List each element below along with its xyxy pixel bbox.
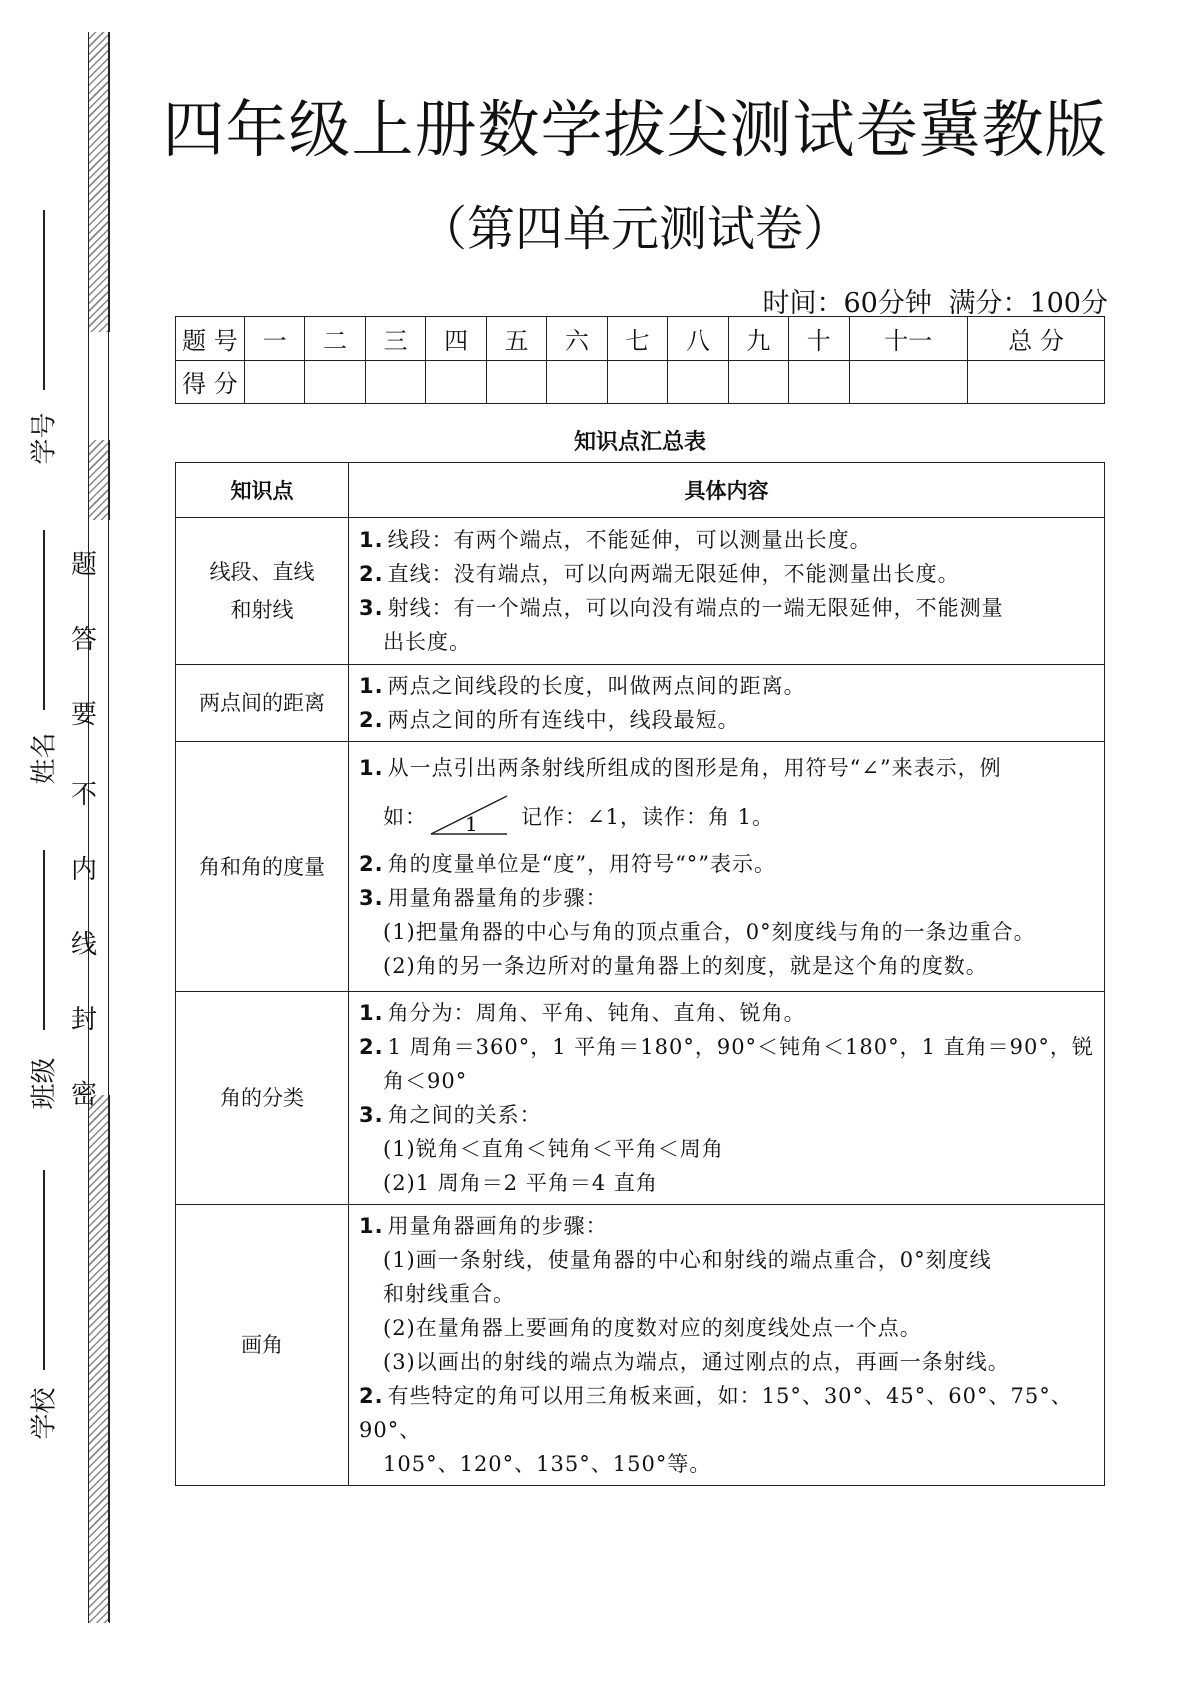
content-line: (1)画一条射线，使量角器的中心和射线的端点重合，0°刻度线 xyxy=(383,1248,992,1272)
content-line: 1. 用量角器画角的步骤： xyxy=(359,1214,608,1238)
knowledge-row xyxy=(176,665,1105,742)
score-blank[interactable] xyxy=(728,360,788,404)
page-title: 四年级上册数学拔尖测试卷冀教版 xyxy=(162,93,1108,166)
score-blank[interactable] xyxy=(607,360,667,404)
score-cell: 五 xyxy=(486,317,546,361)
content-line: (2)在量角器上要画角的度数对应的刻度线处点一个点。 xyxy=(383,1316,922,1340)
content-line: (2)1 周角＝2 平角＝4 直角 xyxy=(383,1171,658,1195)
score-cell: 一 xyxy=(245,317,305,361)
angle-example: 如： 1 记作：∠1，读作：角 1。 xyxy=(359,785,1096,847)
content-line: 3. 角之间的关系： xyxy=(359,1103,542,1127)
seal-char: 封 xyxy=(70,1005,97,1035)
hatch-strip xyxy=(88,1095,110,1623)
knowledge-header-row xyxy=(176,463,1105,518)
time-limit: 时间：60分钟 xyxy=(762,288,932,319)
score-cell: 十 xyxy=(789,317,849,361)
content-cell xyxy=(349,992,1105,1205)
angle-figure xyxy=(429,792,511,840)
seal-char: 内 xyxy=(70,855,97,885)
score-cell: 总 分 xyxy=(968,317,1105,361)
content-line: (2)角的另一条边所对的量角器上的刻度，就是这个角的度数。 xyxy=(383,953,988,978)
content-line: 和射线重合。 xyxy=(383,1282,515,1306)
score-blank[interactable] xyxy=(668,360,728,404)
field-class: 班级 xyxy=(29,1057,60,1110)
topic-cell: 线段、直线和射线 xyxy=(176,518,349,665)
content-line: (1)锐角＜直角＜钝角＜平角＜周角 xyxy=(383,1137,724,1161)
knowledge-table-title: 知识点汇总表 xyxy=(573,430,706,455)
score-header-row xyxy=(176,317,1105,361)
score-cell: 六 xyxy=(547,317,607,361)
content-line: 2. 两点之间的所有连线中，线段最短。 xyxy=(359,708,740,732)
field-line xyxy=(43,1170,45,1370)
score-blank[interactable] xyxy=(968,360,1105,404)
score-blank[interactable] xyxy=(365,360,425,404)
angle-label: 1 xyxy=(465,811,479,836)
score-blank[interactable] xyxy=(426,360,486,404)
field-line xyxy=(43,530,45,710)
content-line: (3)以画出的射线的端点为端点，通过刚点的点，再画一条射线。 xyxy=(383,1350,1010,1374)
score-cell: 得 分 xyxy=(176,360,245,404)
score-cell: 八 xyxy=(668,317,728,361)
knowledge-row xyxy=(176,1205,1105,1486)
content-cell xyxy=(349,742,1105,992)
knowledge-row xyxy=(176,992,1105,1205)
score-cell: 三 xyxy=(365,317,425,361)
content-line: 2. 直线：没有端点，可以向两端无限延伸，不能测量出长度。 xyxy=(359,562,960,586)
content-line: 3. 射线：有一个端点，可以向没有端点的一端无限延伸，不能测量 xyxy=(359,596,1004,620)
hatch-strip xyxy=(88,440,110,520)
content-line: 3. 用量角器量角的步骤： xyxy=(359,885,608,910)
seal-char: 线 xyxy=(70,930,97,960)
content-line: 2. 角的度量单位是“度”，用符号“°”表示。 xyxy=(359,851,777,876)
content-cell xyxy=(349,665,1105,742)
score-input-row xyxy=(176,360,1105,404)
field-name: 姓名 xyxy=(29,732,60,785)
content-cell xyxy=(349,518,1105,665)
knowledge-row xyxy=(176,742,1105,992)
score-cell: 四 xyxy=(426,317,486,361)
hatch-strip xyxy=(88,32,110,332)
field-line xyxy=(43,210,45,390)
content-line: 2. 有些特定的角可以用三角板来画，如：15°、30°、45°、60°、75°、90°、 xyxy=(359,1384,1073,1442)
seal-char: 密 xyxy=(70,1080,97,1110)
score-blank[interactable] xyxy=(486,360,546,404)
content-line: 1. 从一点引出两条射线所组成的图形是角，用符号“∠”来表示，例 xyxy=(359,755,1002,780)
knowledge-row xyxy=(176,518,1105,665)
score-cell: 七 xyxy=(607,317,667,361)
seal-char: 题 xyxy=(70,550,97,580)
field-school: 学校 xyxy=(29,1387,60,1440)
content-line: 105°、120°、135°、150°等。 xyxy=(383,1452,712,1476)
score-table xyxy=(175,316,1105,404)
knowledge-table xyxy=(175,462,1105,1486)
score-blank[interactable] xyxy=(245,360,305,404)
score-cell: 二 xyxy=(305,317,365,361)
content-line: 出长度。 xyxy=(383,630,471,654)
topic-cell: 两点间的距离 xyxy=(176,665,349,742)
full-score: 满分：100分 xyxy=(948,288,1108,319)
content-line: 1. 两点之间线段的长度，叫做两点间的距离。 xyxy=(359,674,806,698)
score-blank[interactable] xyxy=(305,360,365,404)
topic-cell: 角和角的度量 xyxy=(176,742,349,992)
score-blank[interactable] xyxy=(849,360,967,404)
score-cell: 十一 xyxy=(849,317,967,361)
field-student-id: 学号 xyxy=(29,412,60,465)
field-line xyxy=(43,850,45,1030)
seal-char: 答 xyxy=(70,625,97,655)
header-content: 具体内容 xyxy=(349,463,1105,518)
seal-char: 不 xyxy=(70,780,97,810)
page-subtitle: （第四单元测试卷） xyxy=(418,201,851,257)
topic-cell: 角的分类 xyxy=(176,992,349,1205)
score-blank[interactable] xyxy=(547,360,607,404)
content-line: 1. 角分为：周角、平角、钝角、直角、锐角。 xyxy=(359,1001,806,1025)
binding-margin xyxy=(0,0,130,1682)
content-line: (1)把量角器的中心与角的顶点重合，0°刻度线与角的一条边重合。 xyxy=(383,919,1036,944)
score-cell: 九 xyxy=(728,317,788,361)
content-line: 1. 线段：有两个端点，不能延伸，可以测量出长度。 xyxy=(359,528,872,552)
topic-cell: 画角 xyxy=(176,1205,349,1486)
exam-info xyxy=(755,281,1109,320)
header-topic: 知识点 xyxy=(176,463,349,518)
content-line: 角＜90° xyxy=(383,1069,468,1093)
score-cell: 题 号 xyxy=(176,317,245,361)
score-blank[interactable] xyxy=(789,360,849,404)
seal-char: 要 xyxy=(70,700,97,730)
content-line: 2. 1 周角＝360°，1 平角＝180°，90°＜钝角＜180°，1 直角＝90°，锐 xyxy=(359,1035,1094,1059)
content-cell xyxy=(349,1205,1105,1486)
